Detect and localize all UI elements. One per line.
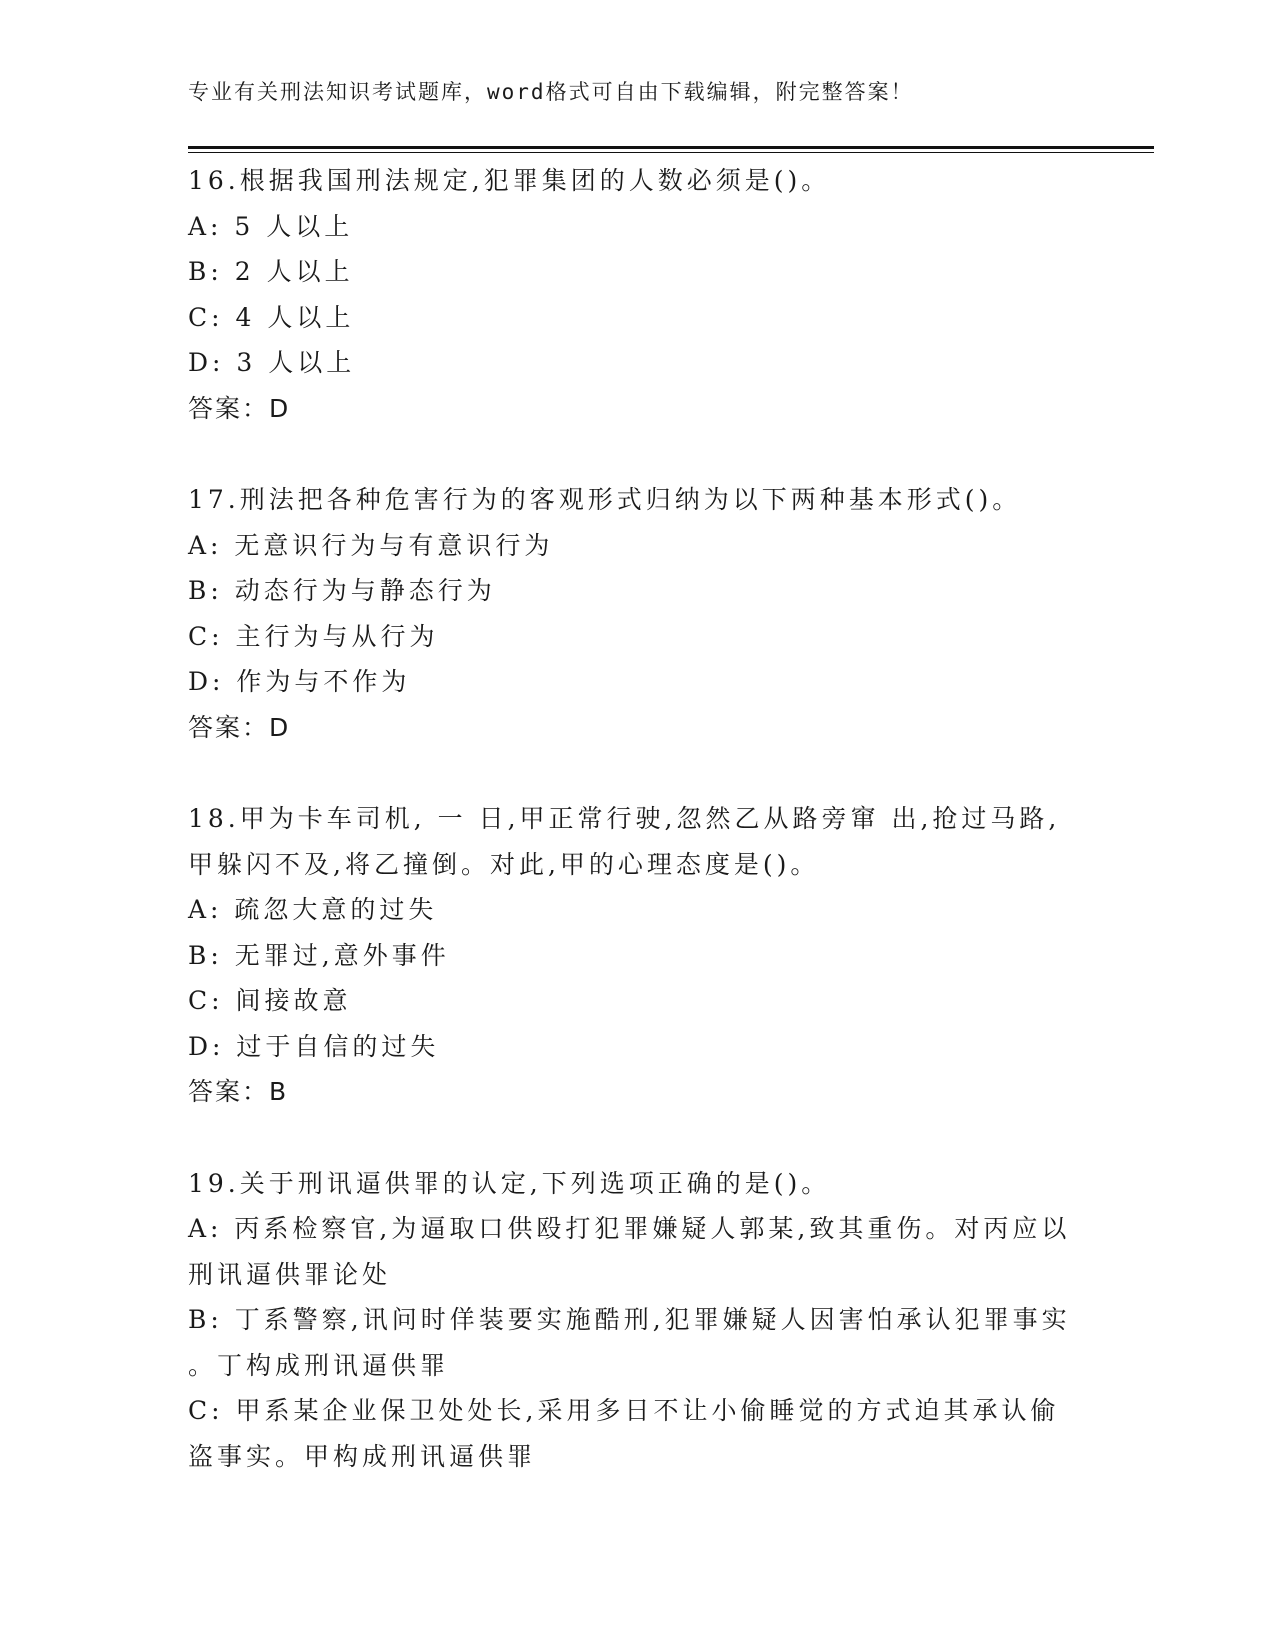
question-16: [188, 158, 1088, 431]
option-a: A: 疏忽大意的过失: [188, 895, 438, 924]
answer: 答案：D: [188, 393, 291, 423]
question-18: [188, 796, 1088, 1115]
answer: 答案：D: [188, 712, 291, 742]
option-b: B: 2 人以上: [188, 257, 354, 286]
option-c-continued: 盗事实。甲构成刑讯逼供罪: [188, 1441, 537, 1471]
answer: 答案：B: [188, 1077, 289, 1106]
question-stem: 18.甲为卡车司机, 一 日,甲正常行驶,忽然乙从路旁窜 出,抢过马路,: [188, 804, 1061, 833]
question-19: [188, 1161, 1088, 1480]
option-c: C: 间接故意: [188, 986, 352, 1015]
question-stem: 17.刑法把各种危害行为的客观形式归纳为以下两种基本形式()。: [188, 485, 1022, 514]
question-spacer: [188, 1115, 1088, 1161]
option-b: B: 动态行为与静态行为: [188, 576, 496, 605]
question-stem: 16.根据我国刑法规定,犯罪集团的人数必须是()。: [188, 166, 831, 195]
header-rule-thick: [188, 146, 1154, 149]
option-d: D: 作为与不作为: [188, 667, 411, 696]
question-spacer: [188, 431, 1088, 477]
option-b-continued: 。丁构成刑讯逼供罪: [188, 1350, 450, 1380]
question-stem: 19.关于刑讯逼供罪的认定,下列选项正确的是()。: [188, 1168, 831, 1198]
page-header: 专业有关刑法知识考试题库，word格式可自由下载编辑，附完整答案！: [188, 80, 914, 104]
question-17: [188, 477, 1088, 750]
option-a-continued: 刑讯逼供罪论处: [188, 1259, 392, 1289]
option-c: C: 甲系某企业保卫处处长,采用多日不让小偷睡觉的方式迫其承认偷: [188, 1396, 1060, 1425]
question-spacer: [188, 750, 1088, 796]
option-c: C: 主行为与从行为: [188, 621, 439, 651]
question-list: [188, 158, 1088, 1479]
option-a: A: 丙系检察官,为逼取口供殴打犯罪嫌疑人郭某,致其重伤。对丙应以: [188, 1214, 1071, 1243]
option-d: D: 过于自信的过失: [188, 1031, 440, 1061]
option-b: B: 无罪过,意外事件: [188, 940, 450, 970]
option-c: C: 4 人以上: [188, 302, 355, 332]
header-rule-thin: [188, 152, 1154, 153]
option-d: D: 3 人以上: [188, 348, 356, 377]
option-b: B: 丁系警察,讯问时佯装要实施酷刑,犯罪嫌疑人因害怕承认犯罪事实: [188, 1305, 1071, 1334]
option-a: A: 无意识行为与有意识行为: [188, 530, 554, 560]
question-stem-continued: 甲躲闪不及,将乙撞倒。对此,甲的心理态度是()。: [188, 849, 820, 879]
option-a: A: 5 人以上: [188, 211, 354, 241]
